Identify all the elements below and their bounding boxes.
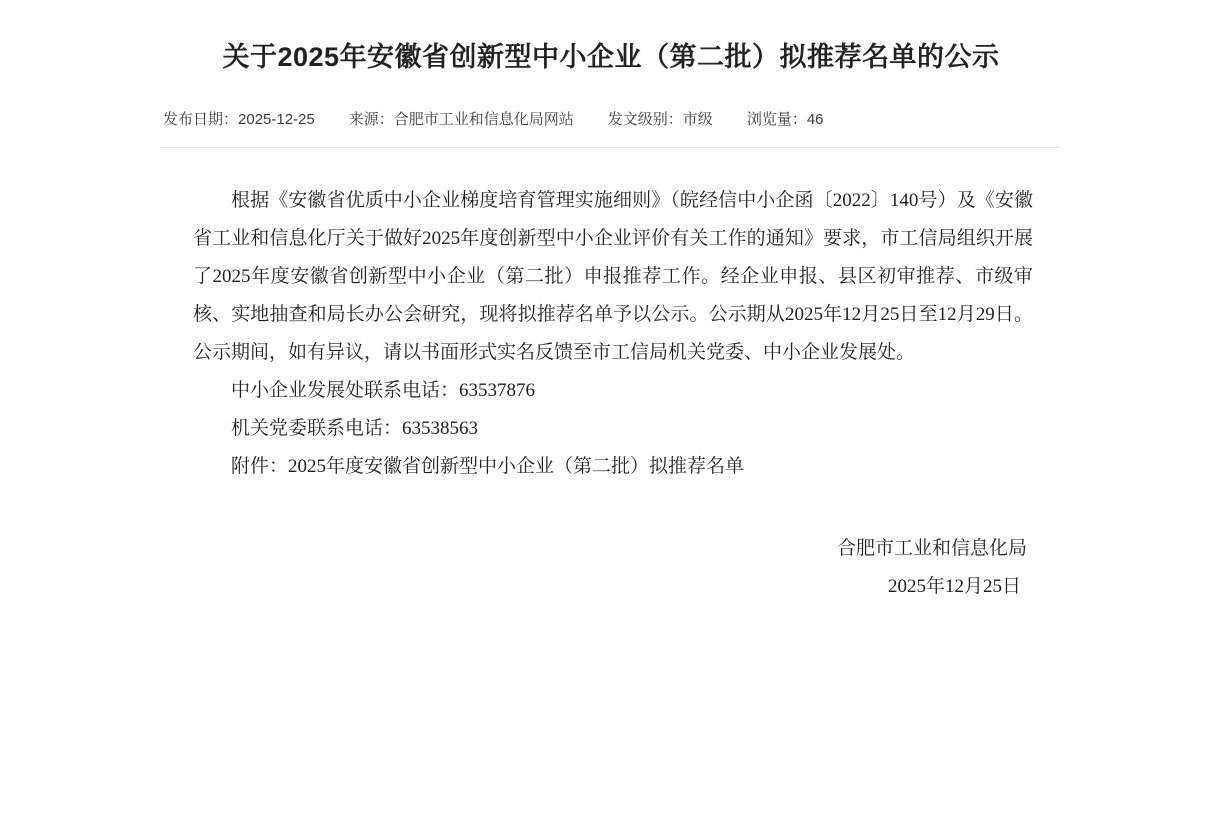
signature-organization: 合肥市工业和信息化局 <box>836 538 1027 559</box>
attachment-line: 附件：2025年度安徽省创新型中小企业（第二批）拟推荐名单 <box>231 456 745 477</box>
meta-source <box>349 108 574 129</box>
meta-publish-date-value: 2025-12-25 <box>238 111 315 128</box>
meta-views-value: 46 <box>806 111 824 128</box>
meta-level <box>608 108 713 129</box>
meta-source-label: 来源： <box>348 111 394 128</box>
meta-level-value: 市级 <box>682 111 713 128</box>
body-paragraph-1: 根据《安徽省优质中小企业梯度培育管理实施细则》（皖经信中小企函〔2022〕140号）及《安徽省工业和信息化厅关于做好2025年度创新型中小企业评价有关工作的通知》要求，市工信局组织开展了2025年度安徽省创新型中小企业（第二批）申报推荐工作。经企业申报、县区初审推荐、市级审核、实地抽查和局长办公会研究，现将拟推荐名单予以公示。公示期从2025年12月25日至12月29日。公示期间，如有异议，请以书面形式实名反馈至市工信局机关党委、中小企业发展处。 <box>193 190 1033 363</box>
page-title: 关于2025年安徽省创新型中小企业（第二批）拟推荐名单的公示 <box>222 42 1000 72</box>
meta-level-label: 发文级别： <box>607 111 683 128</box>
contact-line-party-committee: 机关党委联系电话：63538563 <box>231 418 479 439</box>
meta-publish-date <box>163 108 315 129</box>
meta-views <box>747 108 824 129</box>
signature-date: 2025年12月25日 <box>887 576 1021 597</box>
document-body <box>161 182 1061 486</box>
document-meta-bar <box>161 108 1061 148</box>
meta-views-label: 浏览量： <box>746 111 807 128</box>
meta-source-value: 合肥市工业和信息化局网站 <box>393 111 574 128</box>
content-container <box>161 0 1061 606</box>
meta-publish-date-label: 发布日期： <box>163 111 239 128</box>
contact-line-development-office: 中小企业发展处联系电话：63537876 <box>231 380 536 401</box>
document-signature <box>161 530 1061 606</box>
